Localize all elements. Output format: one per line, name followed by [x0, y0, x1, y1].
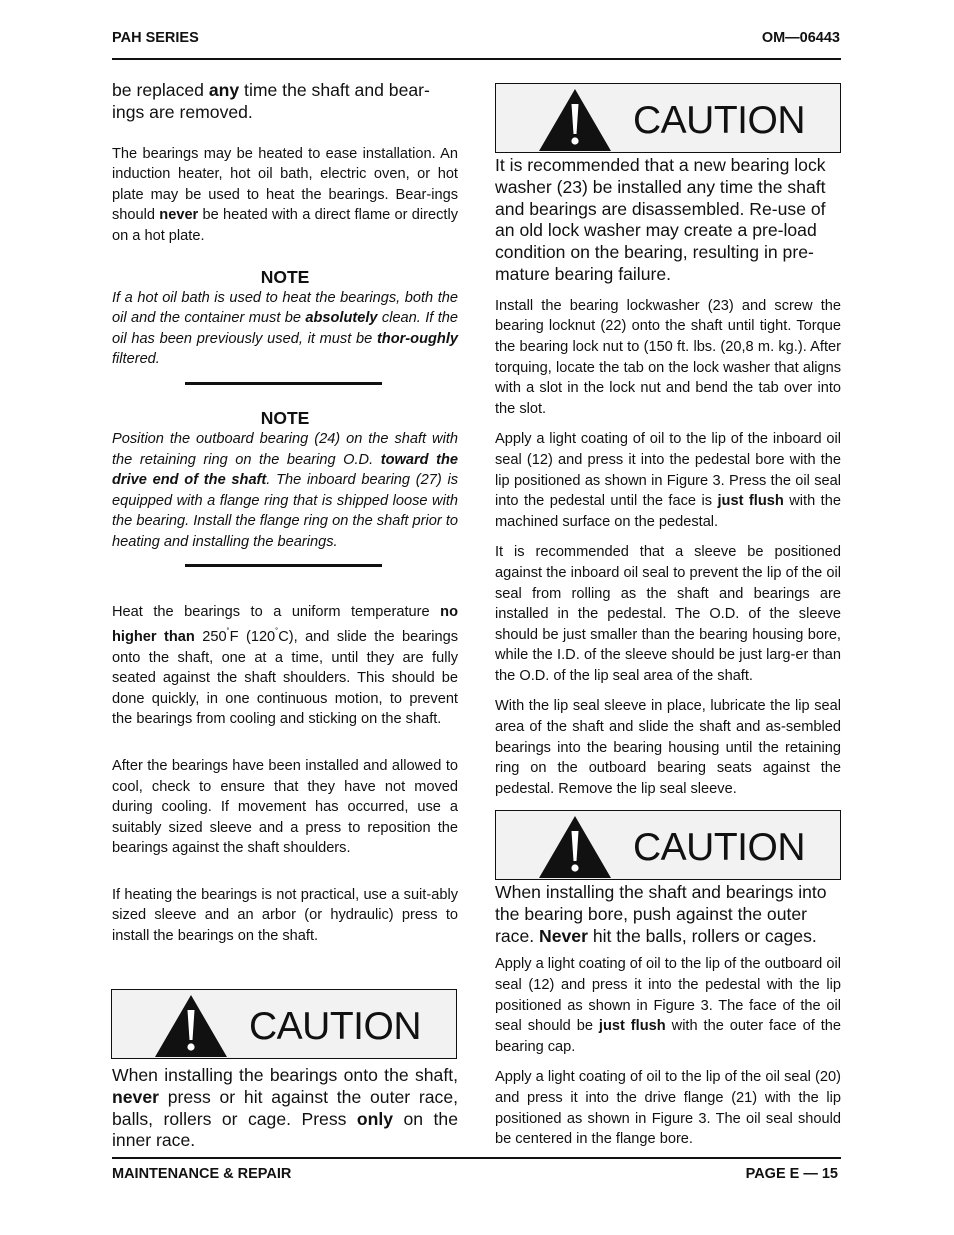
inboard-seal-paragraph: Apply a light coating of oil to the lip of the inboard oil seal (12) and press it into the pedestal bore with the lip positioned as shown in Figure 3. Press the oil seal into the pedestal until the face is just flush with the machined surface on the pedestal. — [495, 431, 841, 530]
lip-seal-paragraph: With the lip seal sleeve in place, lubricate the lip seal area of the shaft and slide the shaft and as-sembled bearings into the bearing housing until the retaining ring on the outboard bearing seats against the pedestal. Remove the lip seal sleeve. — [495, 698, 841, 797]
temperature-paragraph: Heat the bearings to a uniform temperature no higher than 250˚F (120˚C), and slide the bearings onto the shaft, one at a time, until they are fully seated against the shaft shoulders. This should be done quickly, in one continuous motion, to prevent the bearings from cooling and sticking on the shaft. — [112, 603, 458, 728]
lockwasher-paragraph: Install the bearing lockwasher (23) and screw the bearing locknut (22) onto the shaft until tight. Torque the bearing lock nut to (150 ft. lbs. (20,8 m. kg.). After torquing, locate the tab on the lock washer that aligns with a slot in the lock nut and bend the tab over into the slot. — [495, 297, 841, 417]
right-column-lower — [495, 882, 841, 1150]
header-rule — [112, 58, 841, 60]
caution-text: When installing the shaft and bearings into the bearing bore, push against the outer race. Never hit the balls, rollers or cages. — [495, 882, 827, 946]
note-title: NOTE — [260, 407, 310, 428]
caution-label: CAUTION — [633, 99, 805, 142]
press-paragraph: If heating the bearings is not practical, use a suit-ably sized sleeve and an arbor (or hydraulic) press to install the bearings on the shaft. — [112, 886, 458, 945]
footer-section: MAINTENANCE & REPAIR — [112, 1166, 292, 1182]
caution-label: CAUTION — [633, 826, 805, 869]
intro-text: be replaced any time the shaft and bear-ings are removed. — [112, 80, 430, 122]
note-divider — [185, 564, 382, 567]
warning-triangle-icon — [154, 994, 228, 1058]
note-body: Position the outboard bearing (24) on the shaft with the retaining ring on the bearing O.D. toward the drive end of the shaft. The inboard bearing (27) is equipped with a flange ring that is shipped loose with the bearing. Install the flange ring on the shaft prior to heating and installing the bearings. — [112, 430, 458, 550]
note-divider — [185, 382, 382, 385]
footer-rule — [112, 1157, 841, 1159]
note-outboard-bearing — [112, 408, 458, 567]
caution-box — [495, 83, 841, 153]
heating-paragraph: The bearings may be heated to ease installation. An induction heater, hot oil bath, electric oven, or hot plate may be used to heat the bearings. Bear-ings should never be heated with a direct flame or directly on a hot plate. — [112, 145, 459, 244]
caution-box — [111, 989, 457, 1059]
header-series: PAH SERIES — [112, 30, 199, 46]
outboard-seal-paragraph: Apply a light coating of oil to the lip of the outboard oil seal (12) and press it into the pedestal with the lip positioned as shown in Figure 3. The face of the oil seal should be just flush with the outer face of the bearing cap. — [495, 956, 841, 1055]
sleeve-paragraph: It is recommended that a sleeve be positioned against the inboard oil seal to prevent the lip of the oil seal from rolling as the shaft and bearings are installed in the pedestal. The O.D. of the sleeve should be just smaller than the bearing housing bore, while the I.D. of the sleeve should be just larg-er than the O.D. of the lip seal area of the shaft. — [495, 544, 841, 684]
caution-text: It is recommended that a new bearing lock washer (23) be installed any time the shaft and bearings are disassembled. Re-use of an old lock washer may create a pre-load condition on the bearing, resulting in pre-mature bearing failure. — [495, 155, 826, 284]
note-body: If a hot oil bath is used to heat the bearings, both the oil and the container must be absolutely clean. If the oil has been previously used, it must be thor-oughly filtered. — [112, 289, 458, 368]
right-column-upper — [495, 155, 841, 799]
note-title: NOTE — [260, 266, 310, 287]
warning-triangle-icon — [538, 88, 612, 152]
footer-page-number: PAGE E — 15 — [745, 1166, 838, 1182]
caution-box — [495, 810, 841, 880]
caution-text: When installing the bearings onto the shaft, never press or hit against the outer race, balls, rollers or cage. Press only on the inner race. — [112, 1065, 458, 1151]
caution-label: CAUTION — [249, 1005, 421, 1048]
header-doc-number: OM—06443 — [761, 30, 840, 46]
cooling-paragraph: After the bearings have been installed and allowed to cool, check to ensure that they have not moved during cooling. If movement has occurred, use a suitably sized sleeve and a press to reposition the bearings against the shaft shoulders. — [112, 757, 458, 857]
left-column — [112, 80, 458, 947]
flange-seal-paragraph: Apply a light coating of oil to the lip of the oil seal (20) and press it into the drive flange (21) with the lip positioned as shown in Figure 3. The oil seal should be centered in the flange bore. — [495, 1069, 841, 1148]
warning-triangle-icon — [538, 815, 612, 879]
note-hot-oil — [112, 267, 458, 385]
